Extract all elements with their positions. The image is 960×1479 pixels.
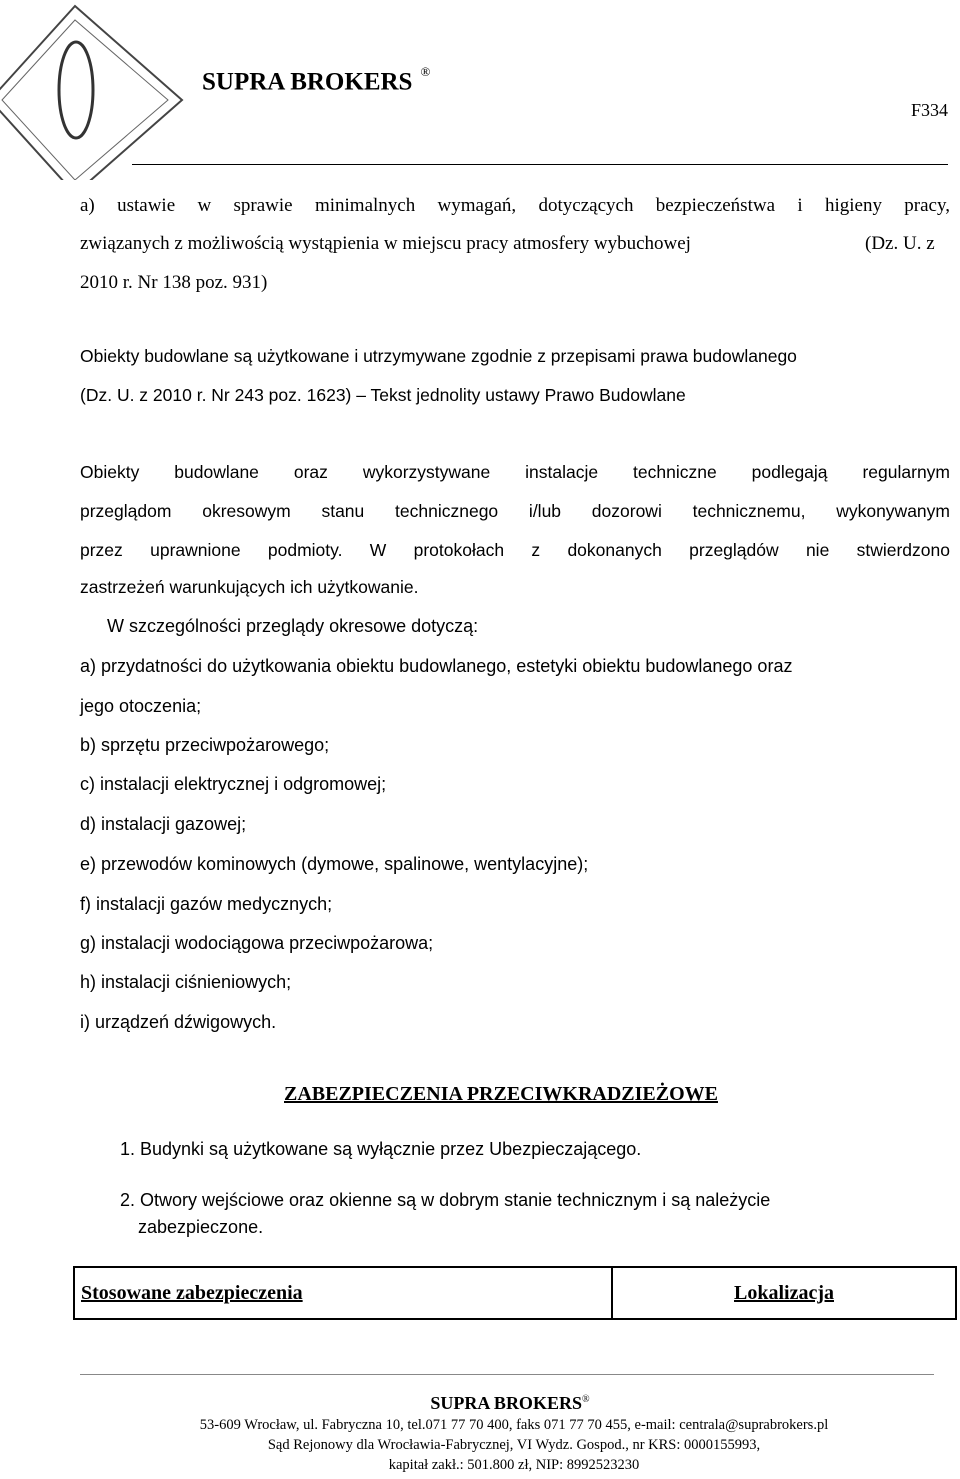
- list-item-g: g) instalacji wodociągowa przeciwpożarowa;: [80, 933, 434, 953]
- footer-divider: [80, 1374, 934, 1375]
- section-heading: ZABEZPIECZENIA PRZECIWKRADZIEŻOWE: [284, 1083, 718, 1105]
- para1-line2-citation: (Dz. U. z: [865, 233, 935, 254]
- list-item-i: i) urządzeń dźwigowych.: [80, 1012, 277, 1032]
- footer-address: 53-609 Wrocław, ul. Fabryczna 10, tel.071 77 70 400, faks 071 77 70 455, e-mail: centrala@suprabrokers.pl: [199, 1417, 829, 1433]
- list-item-d: d) instalacji gazowej;: [80, 814, 247, 834]
- numbered-item-2-cont: zabezpieczone.: [138, 1217, 264, 1237]
- list-item-a: a) przydatności do użytkowania obiektu budowlanego, estetyki obiektu budowlanego oraz: [80, 656, 793, 676]
- para1-line3: 2010 r. Nr 138 poz. 931): [80, 272, 268, 293]
- footer-brand: SUPRA BROKERS®: [430, 1393, 590, 1413]
- list-item-c: c) instalacji elektrycznej i odgromowej;: [80, 774, 387, 794]
- list-item-h: h) instalacji ciśnieniowych;: [80, 972, 292, 992]
- numbered-item-1: 1. Budynki są użytkowane są wyłącznie przez Ubezpieczającego.: [120, 1139, 642, 1159]
- header-brand: SUPRA BROKERS ®: [202, 64, 431, 96]
- para1-line2: związanych z możliwością wystąpienia w miejscu pracy atmosfery wybuchowej: [80, 233, 691, 254]
- numbered-item-2: 2. Otwory wejściowe oraz okienne są w dobrym stanie technicznym i są należycie: [120, 1190, 771, 1210]
- para3-line1: Obiekty budowlane oraz wykorzystywane instalacje techniczne podlegają regularnym: [80, 462, 950, 482]
- para3-line4: zastrzeżeń warunkujących ich użytkowanie.: [80, 577, 419, 597]
- security-table: [73, 1266, 957, 1320]
- header-divider: [132, 164, 948, 165]
- list-item-b: b) sprzętu przeciwpożarowego;: [80, 735, 330, 755]
- list-intro: W szczególności przeglądy okresowe dotyczą:: [107, 616, 479, 636]
- list-item-f: f) instalacji gazów medycznych;: [80, 894, 333, 914]
- para1-line1: a) ustawie w sprawie minimalnych wymagań, dotyczących bezpieczeństwa i higieny pracy,: [80, 195, 950, 216]
- list-item-a-cont: jego otoczenia;: [80, 696, 202, 716]
- list-item-e: e) przewodów kominowych (dymowe, spalinowe, wentylacyjne);: [80, 854, 589, 874]
- document-code: F334: [910, 100, 948, 120]
- para2-line1: Obiekty budowlane są użytkowane i utrzymywane zgodnie z przepisami prawa budowlanego: [80, 346, 797, 366]
- footer-capital: kapitał zakł.: 501.800 zł, NIP: 8992523230: [388, 1457, 640, 1473]
- table-header-row: [74, 1267, 956, 1319]
- table-header-measures: Stosowane zabezpieczenia: [74, 1267, 612, 1319]
- para3-line2: przeglądom okresowym stanu technicznego i/lub dozorowi technicznemu, wykonywanym: [80, 501, 950, 521]
- para3-line3: przez uprawnione podmioty. W protokołach z dokonanych przeglądów nie stwierdzono: [80, 540, 950, 560]
- para2-line2: (Dz. U. z 2010 r. Nr 243 poz. 1623) – Tekst jednolity ustawy Prawo Budowlane: [80, 385, 686, 405]
- company-logo: [0, 0, 200, 180]
- table-header-location: Lokalizacja: [612, 1267, 956, 1319]
- footer-court: Sąd Rejonowy dla Wrocławia-Fabrycznej, VI Wydz. Gospod., nr KRS: 0000155993,: [267, 1437, 761, 1453]
